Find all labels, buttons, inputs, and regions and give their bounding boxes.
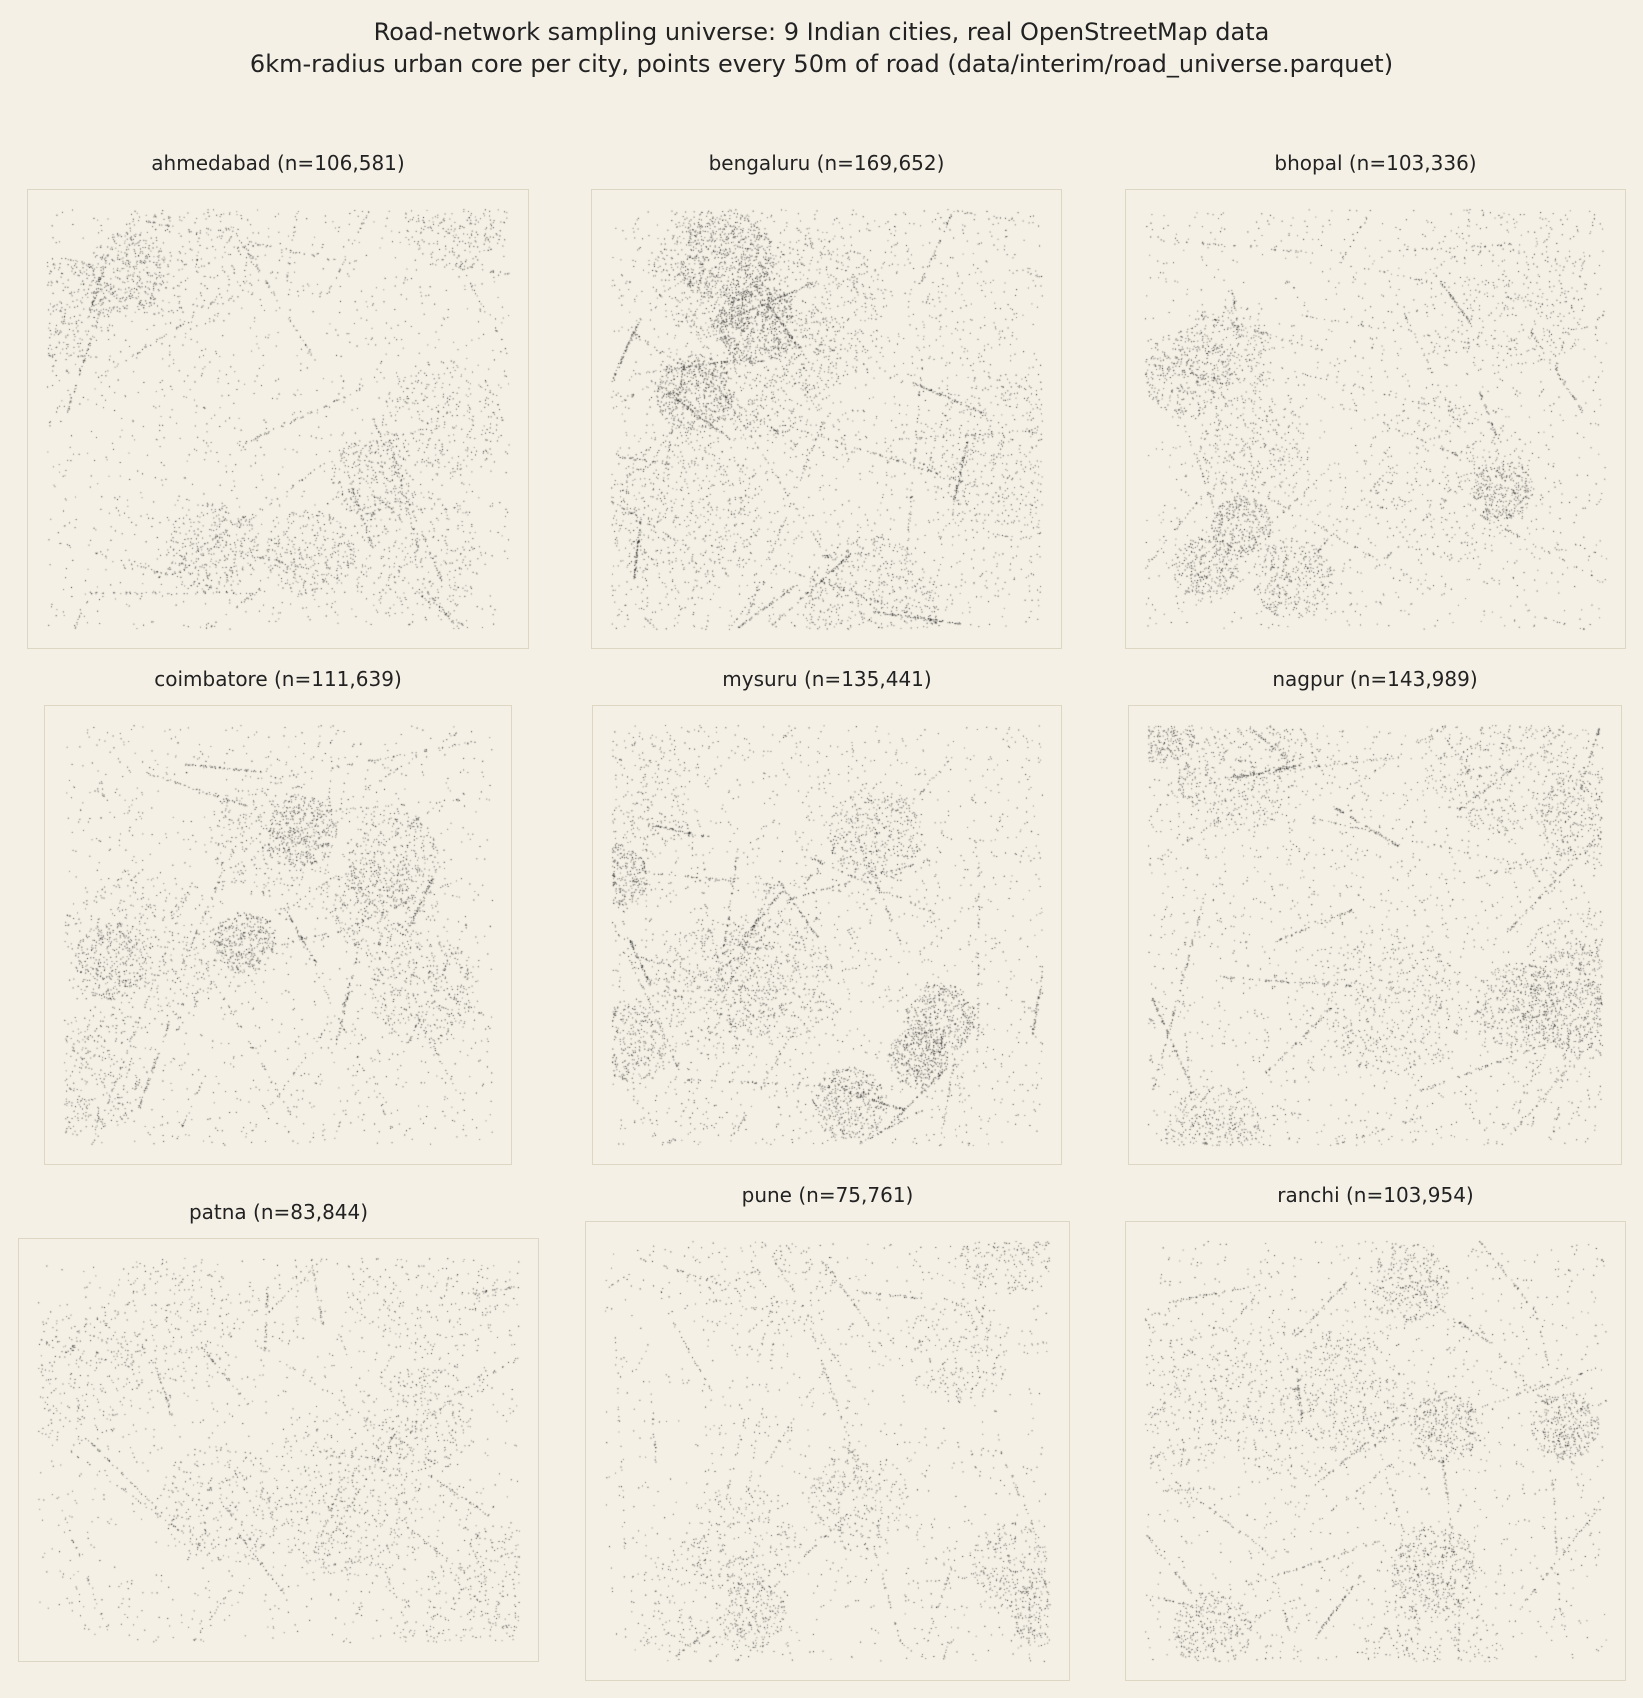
scatter-plot-area bbox=[591, 189, 1062, 649]
panel-title: nagpur (n=143,989) bbox=[1272, 667, 1478, 691]
scatter-plot-area bbox=[1125, 189, 1626, 649]
panel-title: patna (n=83,844) bbox=[188, 1200, 369, 1224]
panel-title: ranchi (n=103,954) bbox=[1277, 1183, 1474, 1207]
scatter-plot-area bbox=[1125, 1221, 1626, 1681]
panel-nagpur bbox=[1128, 667, 1622, 1165]
panel-title: pune (n=75,761) bbox=[741, 1183, 914, 1207]
panel-title: ahmedabad (n=106,581) bbox=[151, 151, 405, 175]
panel-bhopal bbox=[1125, 151, 1626, 649]
scatter-plot-area bbox=[18, 1238, 539, 1662]
scatter-plot-area bbox=[44, 705, 512, 1165]
scatter-plot-area bbox=[585, 1221, 1070, 1681]
panel-bengaluru bbox=[591, 151, 1062, 649]
panel-pune bbox=[585, 1183, 1070, 1681]
panel-title: bengaluru (n=169,652) bbox=[708, 151, 945, 175]
panel-mysuru bbox=[592, 667, 1062, 1165]
figure-title-line-2: 6km-radius urban core per city, points every 50m of road (data/interim/road_universe.parquet) bbox=[249, 50, 1394, 78]
panel-title: bhopal (n=103,336) bbox=[1274, 151, 1477, 175]
figure-title-line-1: Road-network sampling universe: 9 Indian cities, real OpenStreetMap data bbox=[373, 18, 1270, 46]
scatter-plot-area bbox=[27, 189, 529, 649]
panel-title: mysuru (n=135,441) bbox=[722, 667, 932, 691]
panel-title: coimbatore (n=111,639) bbox=[154, 667, 402, 691]
panel-ranchi bbox=[1125, 1183, 1626, 1681]
figure-title bbox=[0, 16, 1643, 80]
scatter-plot-area bbox=[1128, 705, 1622, 1165]
panel-coimbatore bbox=[44, 667, 512, 1165]
scatter-plot-area bbox=[592, 705, 1062, 1165]
panel-patna bbox=[18, 1200, 539, 1662]
panel-ahmedabad bbox=[27, 151, 529, 649]
